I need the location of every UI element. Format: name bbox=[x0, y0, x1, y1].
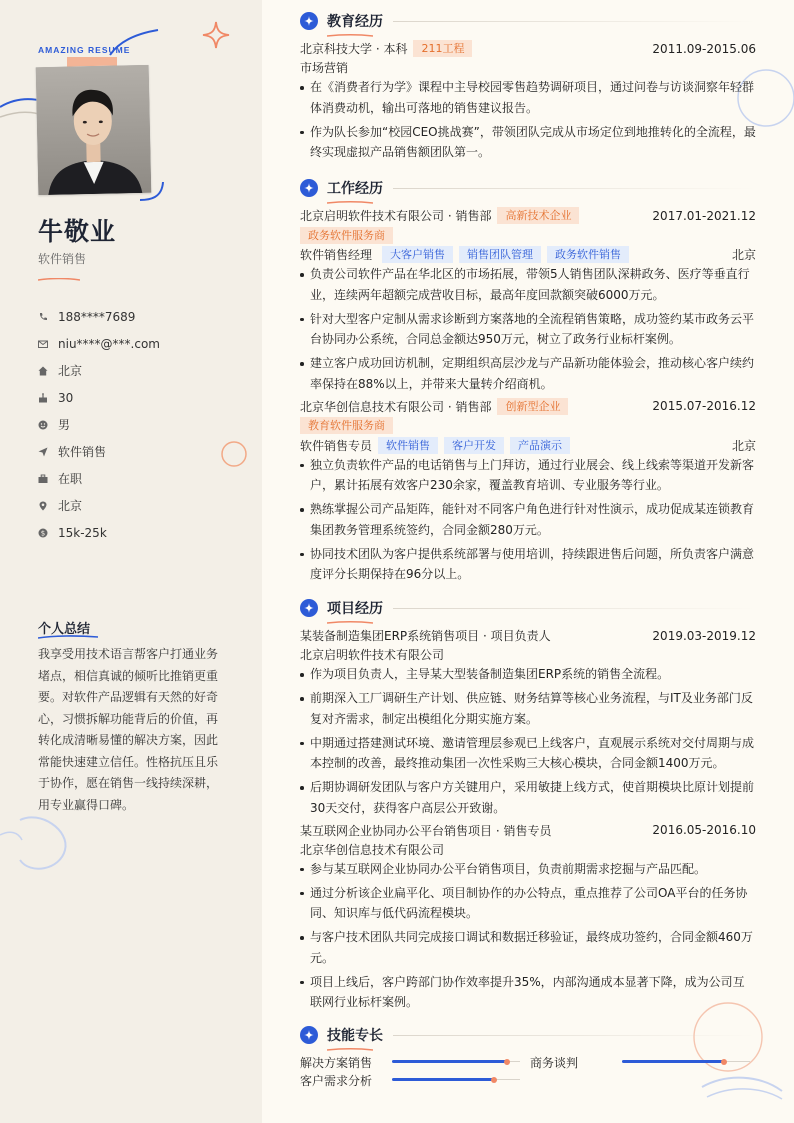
company-tag: 高新技术企业 bbox=[497, 207, 579, 224]
job-city: 北京 bbox=[731, 248, 756, 262]
salary-text: 15k-25k bbox=[58, 525, 107, 540]
send-icon bbox=[38, 447, 58, 457]
education-section bbox=[300, 10, 756, 166]
info-city bbox=[38, 492, 160, 519]
education-date: 2011.09-2015.06 bbox=[652, 41, 756, 56]
section-divider bbox=[393, 1035, 756, 1036]
job-date: 2017.01-2021.12 bbox=[652, 208, 756, 223]
sparkle-badge-icon bbox=[300, 1026, 318, 1044]
project-date: 2019.03-2019.12 bbox=[652, 628, 756, 643]
work-section bbox=[300, 177, 756, 588]
skill-tag: 政务软件销售 bbox=[547, 246, 629, 263]
school-tag: 211工程 bbox=[413, 40, 472, 57]
skill-name: 客户需求分析 bbox=[300, 1073, 373, 1088]
mail-icon bbox=[38, 339, 58, 349]
list-item: 通过分析该企业扁平化、项目制协作的办公特点，重点推荐了公司OA平台的任务协同、知识库与低代码流程模块。 bbox=[300, 883, 756, 924]
sidebar bbox=[0, 0, 262, 1123]
list-item: 中期通过搭建测试环境、邀请管理层参观已上线客户，直观展示系统对交付周期与成本控制的改善，最终推动集团一次性采购三大核心模块，合同金额1400万元。 bbox=[300, 733, 756, 774]
deco-circle-bottom bbox=[0, 810, 80, 880]
skill-tag: 销售团队管理 bbox=[459, 246, 541, 263]
education-bullets bbox=[300, 77, 756, 163]
person-name: 牛敬业 bbox=[38, 217, 117, 246]
company-tag: 政务软件服务商 bbox=[300, 227, 393, 244]
info-phone bbox=[38, 303, 160, 330]
hometown-text: 北京 bbox=[58, 364, 83, 378]
job-bullets bbox=[300, 264, 756, 394]
info-status bbox=[38, 465, 160, 492]
section-accent bbox=[327, 34, 373, 37]
info-gender bbox=[38, 411, 160, 438]
project-entry bbox=[300, 626, 756, 818]
skill-tag: 大客户销售 bbox=[382, 246, 453, 263]
dollar-icon bbox=[38, 528, 58, 538]
job-bullets bbox=[300, 455, 756, 585]
svg-text:$: $ bbox=[40, 529, 46, 538]
phone-icon bbox=[38, 312, 58, 322]
email-text: niu****@***.com bbox=[58, 336, 160, 351]
list-item: 负责公司软件产品在华北区的市场拓展，带领5人销售团队深耕政务、医疗等垂直行业，连续两年超额完成营收目标，最高年度回款额突破6000万元。 bbox=[300, 264, 756, 305]
avatar bbox=[36, 65, 152, 195]
info-home bbox=[38, 357, 160, 384]
company-tag: 教育软件服务商 bbox=[300, 417, 393, 434]
skill-bar bbox=[392, 1059, 520, 1065]
deco-circle-orange bbox=[218, 438, 252, 472]
project-bullets bbox=[300, 664, 756, 818]
location-icon bbox=[38, 501, 58, 511]
projects-section bbox=[300, 597, 756, 1016]
skill-row bbox=[300, 1071, 530, 1089]
company-tag: 创新型企业 bbox=[497, 398, 568, 415]
skill-tag: 产品演示 bbox=[510, 437, 570, 454]
job-entry bbox=[300, 206, 756, 394]
job-subtitle: 软件销售 bbox=[38, 252, 87, 266]
project-org: 北京启明软件技术有限公司 bbox=[300, 648, 445, 662]
main-content bbox=[262, 0, 794, 1123]
list-item: 针对大型客户定制从需求诊断到方案落地的全流程销售策略，成功签约某市政务云平台协同办公系统，合同总金额达950万元，树立了政务行业标杆案例。 bbox=[300, 309, 756, 350]
phone-text: 188****7689 bbox=[58, 309, 136, 324]
contact-info bbox=[38, 303, 160, 546]
list-item: 协同技术团队为客户提供系统部署与使用培训，持续跟进售后问题，所负责客户满意度评分长期保持在96分以上。 bbox=[300, 544, 756, 585]
skill-bar bbox=[392, 1077, 520, 1083]
list-item: 前期深入工厂调研生产计划、供应链、财务结算等核心业务流程，与IT及业务部门反复对齐需求，制定出模组化分期实施方案。 bbox=[300, 688, 756, 729]
skills-grid bbox=[300, 1053, 756, 1089]
section-accent bbox=[327, 201, 373, 204]
section-divider bbox=[393, 608, 756, 609]
list-item: 熟练掌握公司产品矩阵，能针对不同客户角色进行针对性演示，成功促成某连锁教育集团教务管理系统签约，合同金额280万元。 bbox=[300, 499, 756, 540]
section-accent bbox=[327, 1048, 373, 1051]
age-text: 30 bbox=[58, 390, 74, 405]
list-item: 作为项目负责人，主导某大型装备制造集团ERP系统的销售全流程。 bbox=[300, 664, 756, 685]
work-title: 工作经历 bbox=[327, 181, 383, 197]
skill-bar bbox=[622, 1059, 750, 1065]
status-text: 在职 bbox=[58, 472, 83, 486]
info-email bbox=[38, 330, 160, 357]
info-age bbox=[38, 384, 160, 411]
skill-tag: 软件销售 bbox=[378, 437, 438, 454]
summary-underline bbox=[38, 635, 98, 639]
amazing-resume-label: AMAZING RESUME bbox=[38, 45, 131, 55]
project-date: 2016.05-2016.10 bbox=[652, 823, 756, 837]
sparkle-badge-icon bbox=[300, 179, 318, 197]
projects-title: 项目经历 bbox=[327, 601, 383, 617]
job-date: 2015.07-2016.12 bbox=[652, 399, 756, 413]
section-divider bbox=[393, 188, 756, 189]
project-entry bbox=[300, 821, 756, 1013]
skill-name: 商务谈判 bbox=[530, 1055, 579, 1070]
list-item: 后期协调研发团队与客户方关键用户，采用敏捷上线方式，使首期模块比原计划提前30天交付，获得客户高层公开致谢。 bbox=[300, 777, 756, 818]
name-underline bbox=[38, 278, 80, 281]
list-item: 与客户技术团队共同完成接口调试和数据迁移验证，最终成功签约，合同金额460万元。 bbox=[300, 927, 756, 968]
project-name: 某装备制造集团ERP系统销售项目 · 项目负责人 bbox=[300, 629, 551, 643]
gender-text: 男 bbox=[58, 418, 71, 432]
section-divider bbox=[393, 21, 756, 22]
job-city: 北京 bbox=[731, 438, 756, 453]
section-accent bbox=[327, 621, 373, 624]
project-name: 某互联网企业协同办公平台销售项目 · 销售专员 bbox=[300, 823, 552, 838]
skill-row bbox=[300, 1053, 530, 1071]
info-salary bbox=[38, 519, 160, 546]
skills-title: 技能专长 bbox=[327, 1028, 383, 1044]
skill-tag: 客户开发 bbox=[444, 437, 504, 454]
list-item: 作为队长参加“校园CEO挑战赛”，带领团队完成从市场定位到地推转化的全流程，最终实现虚拟产品销售额团队第一。 bbox=[300, 122, 756, 163]
summary-title: 个人总结 bbox=[38, 622, 91, 637]
list-item: 项目上线后，客户跨部门协作效率提升35%，内部沟通成本显著下降，成为公司互联网行业标杆案例。 bbox=[300, 972, 756, 1013]
skill-row bbox=[530, 1053, 756, 1071]
education-title: 教育经历 bbox=[327, 14, 383, 30]
list-item: 在《消费者行为学》课程中主导校园零售趋势调研项目，通过问卷与访谈洞察年轻群体消费动机，输出可落地的销售建议报告。 bbox=[300, 77, 756, 118]
project-bullets bbox=[300, 859, 756, 1013]
job-role: 软件销售专员 bbox=[300, 438, 373, 453]
sparkle-badge-icon bbox=[300, 599, 318, 617]
company-name: 北京华创信息技术有限公司 · 销售部 bbox=[300, 399, 492, 414]
summary-text: 我享受用技术语言帮客户打通业务堵点，相信真诚的倾听比推销更重要。对软件产品逻辑有天然的好奇心，习惯拆解功能背后的价值，再转化成清晰易懂的解决方案，因此常能快速建立信任。性格抗压且乐于协作，愿在销售一线持续深耕，用专业赢得口碑。 bbox=[38, 647, 219, 812]
skill-name: 解决方案销售 bbox=[300, 1055, 373, 1070]
city-text: 北京 bbox=[58, 499, 83, 513]
sparkle-icon bbox=[201, 20, 231, 50]
info-position bbox=[38, 438, 160, 465]
school-name: 北京科技大学 · 本科 bbox=[300, 42, 408, 56]
position-text: 软件销售 bbox=[58, 445, 107, 459]
job-role: 软件销售经理 bbox=[300, 248, 373, 262]
list-item: 建立客户成功回访机制，定期组织高层沙龙与产品新功能体验会，推动核心客户续约率保持在88%以上，并带来大量转介绍商机。 bbox=[300, 353, 756, 394]
smile-icon bbox=[38, 420, 58, 430]
list-item: 独立负责软件产品的电话销售与上门拜访，通过行业展会、线上线索等渠道开发新客户，累计拓展有效客户230余家，覆盖教育培训、专业服务等行业。 bbox=[300, 455, 756, 496]
company-name: 北京启明软件技术有限公司 · 销售部 bbox=[300, 209, 492, 223]
briefcase-icon bbox=[38, 474, 58, 484]
sparkle-badge-icon bbox=[300, 12, 318, 30]
project-org: 北京华创信息技术有限公司 bbox=[300, 842, 445, 857]
job-entry bbox=[300, 397, 756, 585]
skills-section bbox=[300, 1024, 756, 1089]
major: 市场营销 bbox=[300, 61, 349, 75]
cake-icon bbox=[38, 393, 58, 403]
home-icon bbox=[38, 366, 58, 376]
list-item: 参与某互联网企业协同办公平台销售项目，负责前期需求挖掘与产品匹配。 bbox=[300, 859, 756, 880]
